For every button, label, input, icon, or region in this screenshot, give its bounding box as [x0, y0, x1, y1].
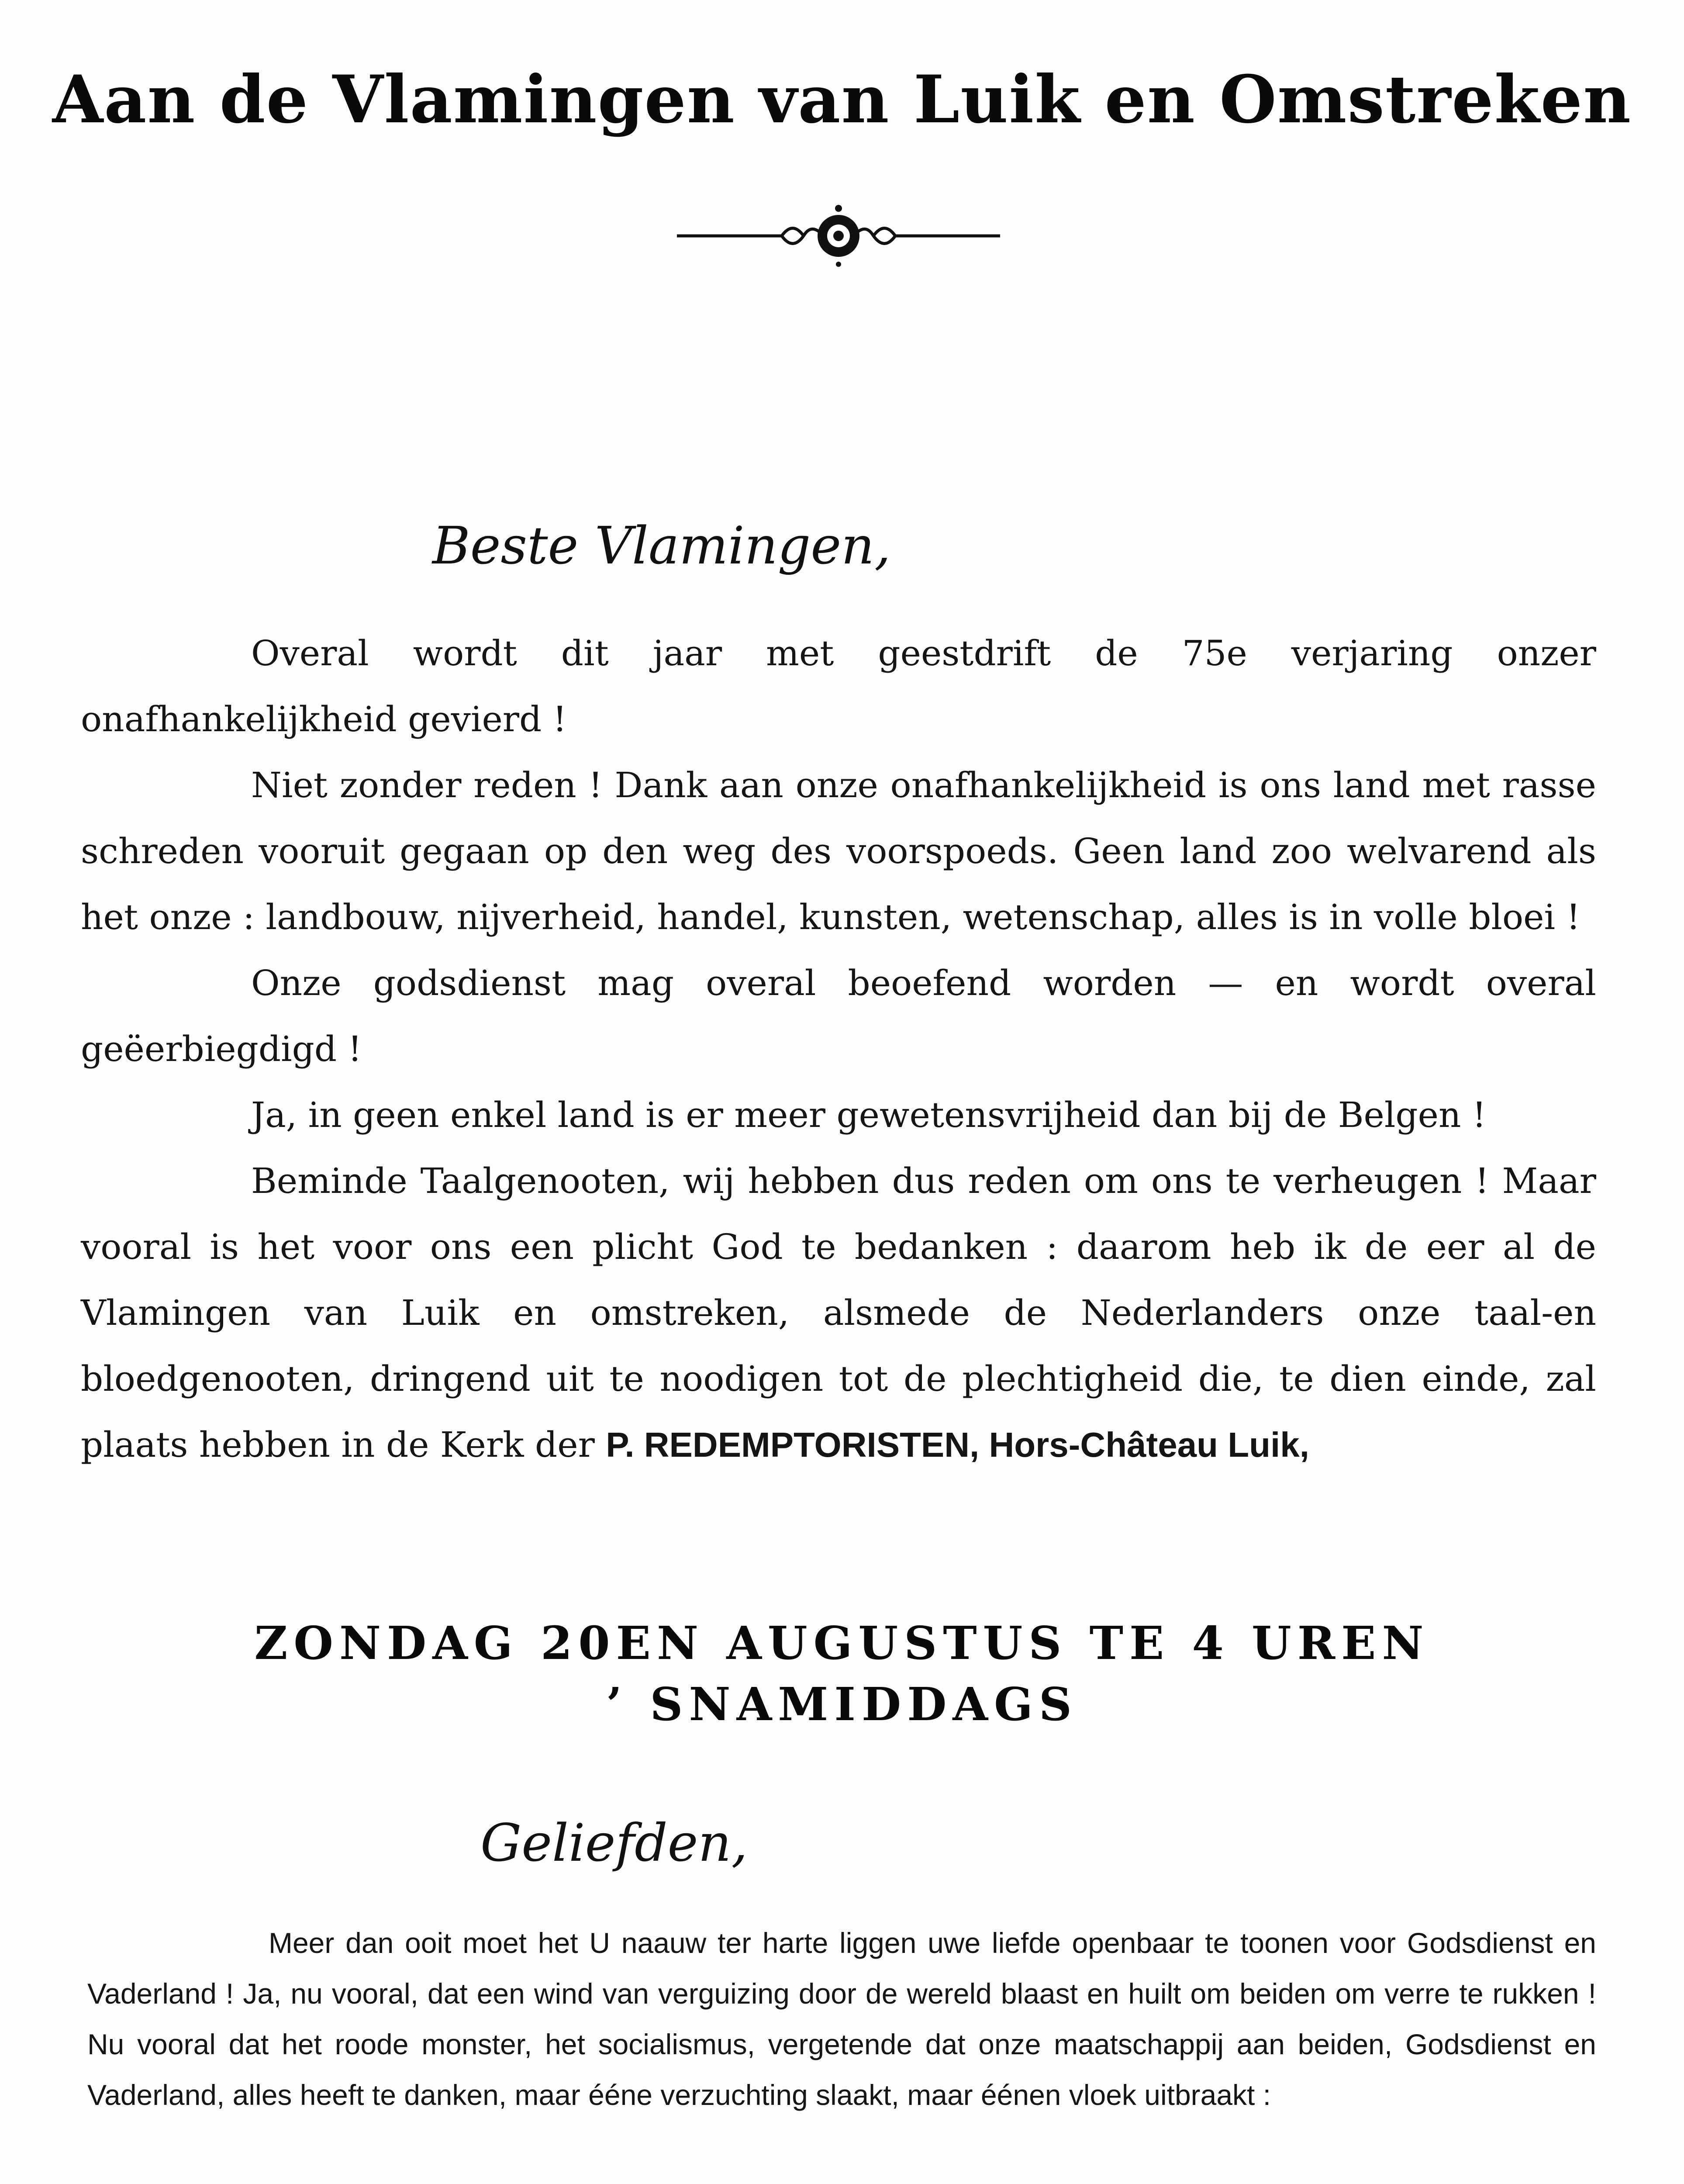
church-address: P. REDEMPTORISTEN, Hors-Château Luik, — [606, 1425, 1309, 1464]
body-section-1 — [81, 620, 1596, 1478]
salutation-geliefden: Geliefden, — [480, 1813, 748, 1873]
ornament-flourish-icon — [673, 199, 1004, 273]
paragraph-1: Overal wordt dit jaar met geestdrift de 75e verjaring onzer onafhankelijkheid gevierd ! — [81, 633, 1596, 740]
paragraph-6: Meer dan ooit moet het U naauw ter harte liggen uwe liefde openbaar te toonen voor Godsdienst en Vaderland ! Ja, nu vooral, dat een wind van verguizing door de wereld blaast en huilt om beiden om verre te rukken ! Nu vooral dat het roode monster, het socialismus, vergetende dat onze maatschappij aan beiden, Godsdienst en Vaderland, alles heeft te danken, maar ééne verzuchting slaakt, maar éénen vloek uitbraakt : — [87, 1927, 1596, 2111]
paragraph-2: Niet zonder reden ! Dank aan onze onafhankelijkheid is ons land met rasse schreden vooruit gegaan op den weg des voorspoeds. Geen land zoo welvarend als het onze : landbouw, nijverheid, handel, kunsten, wetenschap, alles is in volle bloei ! — [81, 765, 1596, 937]
paragraph-5-text: Beminde Taalgenooten, wij hebben dus reden om ons te verheugen ! Maar vooral is het voor ons een plicht God te bedanken : daarom heb ik de eer al de Vlamingen van Luik en omstreken, alsmede de Nederlanders onze taal-en bloedgenooten, dringend uit te noodigen tot de plechtigheid die, te dien einde, zal plaats hebben in de Kerk der — [81, 1161, 1596, 1465]
salutation-beste-vlamingen: Beste Vlamingen, — [432, 515, 891, 576]
poster-title: Aan de Vlamingen van Luik en Omstreken — [52, 61, 1632, 138]
paragraph-3: Onze godsdienst mag overal beoefend worden — en wordt overal geëerbiegdigd ! — [81, 963, 1596, 1069]
event-time-line: ’ SNAMIDDAGS — [606, 1677, 1078, 1731]
event-date-line: ZONDAG 20EN AUGUSTUS TE 4 UREN — [254, 1616, 1430, 1670]
paragraph-4: Ja, in geen enkel land is er meer gewetensvrijheid dan bij de Belgen ! — [251, 1095, 1487, 1135]
body-section-2 — [87, 1918, 1596, 2120]
paragraph-5 — [81, 1148, 1596, 1478]
